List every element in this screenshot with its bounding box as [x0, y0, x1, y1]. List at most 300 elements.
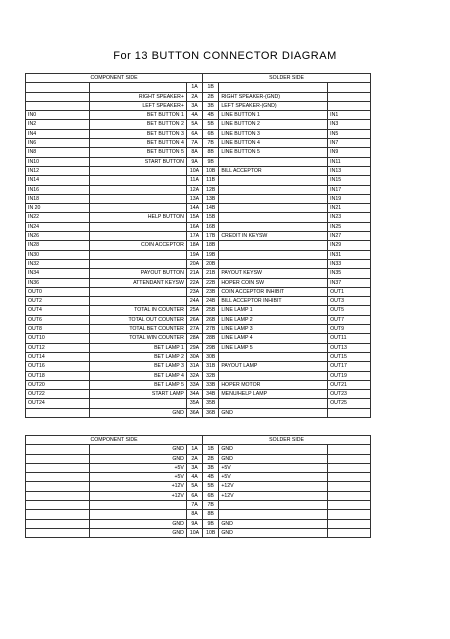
solder-function-cell: BILL ACCEPTOR INHIBIT — [219, 297, 328, 306]
pin-a-cell: 34A — [186, 390, 202, 399]
pin-a-cell: 21A — [186, 269, 202, 278]
component-signal-cell — [26, 445, 90, 454]
pin-a-cell: 14A — [186, 204, 202, 213]
pin-a-cell: 24A — [186, 297, 202, 306]
solder-signal-cell — [328, 510, 371, 519]
pin-b-cell: 1B — [203, 445, 219, 454]
component-function-cell: TOTAL OUT COUNTER — [89, 315, 186, 324]
pin-b-cell: 25B — [203, 306, 219, 315]
component-function-cell: LEFT SPEAKER+ — [89, 101, 186, 110]
pin-b-cell: 5B — [203, 120, 219, 129]
component-function-cell: BET LAMP 3 — [89, 362, 186, 371]
solder-function-cell: LINE BUTTON 1 — [219, 111, 328, 120]
pin-a-cell: 12A — [186, 185, 202, 194]
table-row — [26, 325, 371, 334]
component-function-cell: +12V — [89, 491, 186, 500]
solder-signal-cell: OUT3 — [328, 297, 371, 306]
table-header-row — [26, 436, 371, 445]
pin-a-cell: 11A — [186, 176, 202, 185]
pin-b-cell: 18B — [203, 241, 219, 250]
pin-a-cell: 25A — [186, 306, 202, 315]
pin-a-cell: 5A — [186, 482, 202, 491]
solder-signal-cell: IN13 — [328, 166, 371, 175]
component-signal-cell: OUT20 — [26, 380, 90, 389]
component-signal-cell — [26, 491, 90, 500]
table-row — [26, 482, 371, 491]
pin-b-cell: 9B — [203, 157, 219, 166]
table-row — [26, 371, 371, 380]
solder-signal-cell — [328, 463, 371, 472]
solder-function-cell — [219, 157, 328, 166]
pin-b-cell: 8B — [203, 510, 219, 519]
component-side-header: COMPONENT SIDE — [26, 436, 203, 445]
component-function-cell: BET BUTTON 5 — [89, 148, 186, 157]
component-function-cell — [89, 287, 186, 296]
component-signal-cell: IN30 — [26, 250, 90, 259]
component-signal-cell: OUT16 — [26, 362, 90, 371]
table-row — [26, 194, 371, 203]
solder-signal-cell: OUT23 — [328, 390, 371, 399]
solder-function-cell: LINE LAMP 5 — [219, 343, 328, 352]
component-signal-cell: IN32 — [26, 259, 90, 268]
component-signal-cell: IN18 — [26, 194, 90, 203]
pin-b-cell: 30B — [203, 352, 219, 361]
solder-signal-cell: OUT13 — [328, 343, 371, 352]
table-row — [26, 408, 371, 417]
component-function-cell: BET BUTTON 4 — [89, 139, 186, 148]
component-function-cell: BET BUTTON 2 — [89, 120, 186, 129]
component-function-cell — [89, 297, 186, 306]
pin-a-cell: 16A — [186, 222, 202, 231]
component-signal-cell: IN14 — [26, 176, 90, 185]
solder-signal-cell: IN21 — [328, 204, 371, 213]
page-title: For 13 BUTTON CONNECTOR DIAGRAM — [113, 50, 337, 62]
component-signal-cell: OUT22 — [26, 390, 90, 399]
pin-a-cell: 1A — [186, 445, 202, 454]
component-function-cell — [89, 166, 186, 175]
pin-a-cell: 29A — [186, 343, 202, 352]
pin-a-cell: 33A — [186, 380, 202, 389]
pin-a-cell: 6A — [186, 129, 202, 138]
component-signal-cell: IN28 — [26, 241, 90, 250]
component-function-cell — [89, 176, 186, 185]
solder-side-header: SOLDER SIDE — [203, 436, 371, 445]
component-function-cell: BET LAMP 4 — [89, 371, 186, 380]
pin-b-cell: 27B — [203, 325, 219, 334]
pin-a-cell: 35A — [186, 399, 202, 408]
solder-signal-cell: OUT9 — [328, 325, 371, 334]
pin-a-cell: 26A — [186, 315, 202, 324]
solder-function-cell — [219, 352, 328, 361]
pin-b-cell: 24B — [203, 297, 219, 306]
component-signal-cell — [26, 92, 90, 101]
pin-a-cell: 8A — [186, 510, 202, 519]
table-row — [26, 120, 371, 129]
pin-a-cell: 4A — [186, 111, 202, 120]
pin-a-cell: 7A — [186, 139, 202, 148]
component-function-cell: ATTENDANT KEYSW — [89, 278, 186, 287]
component-signal-cell: OUT2 — [26, 297, 90, 306]
solder-function-cell: GND — [219, 445, 328, 454]
component-function-cell: TOTAL WIN COUNTER — [89, 334, 186, 343]
pin-a-cell: 36A — [186, 408, 202, 417]
component-function-cell: START LAMP — [89, 390, 186, 399]
solder-signal-cell: OUT15 — [328, 352, 371, 361]
pin-b-cell: 15B — [203, 213, 219, 222]
solder-signal-cell — [328, 92, 371, 101]
component-function-cell: RIGHT SPEAKER+ — [89, 92, 186, 101]
pin-b-cell: 17B — [203, 232, 219, 241]
pin-b-cell: 28B — [203, 334, 219, 343]
solder-function-cell: +12V — [219, 482, 328, 491]
pin-b-cell: 32B — [203, 371, 219, 380]
pin-b-cell: 20B — [203, 259, 219, 268]
table-row — [26, 362, 371, 371]
pin-b-cell: 1B — [203, 83, 219, 92]
solder-side-header: SOLDER SIDE — [203, 74, 371, 83]
solder-signal-cell — [328, 501, 371, 510]
pin-a-cell: 10A — [186, 528, 202, 537]
table-row — [26, 157, 371, 166]
component-signal-cell: IN4 — [26, 129, 90, 138]
solder-function-cell: LINE LAMP 3 — [219, 325, 328, 334]
solder-signal-cell: IN33 — [328, 259, 371, 268]
solder-signal-cell — [328, 528, 371, 537]
solder-function-cell: LINE BUTTON 4 — [219, 139, 328, 148]
component-side-header: COMPONENT SIDE — [26, 74, 203, 83]
component-signal-cell: IN22 — [26, 213, 90, 222]
solder-function-cell — [219, 259, 328, 268]
pin-a-cell: 4A — [186, 473, 202, 482]
component-function-cell: BET BUTTON 3 — [89, 129, 186, 138]
solder-signal-cell: IN9 — [328, 148, 371, 157]
component-signal-cell: IN16 — [26, 185, 90, 194]
pin-a-cell: 31A — [186, 362, 202, 371]
component-function-cell: GND — [89, 454, 186, 463]
pin-a-cell: 22A — [186, 278, 202, 287]
pin-b-cell: 33B — [203, 380, 219, 389]
solder-signal-cell: IN5 — [328, 129, 371, 138]
table-row — [26, 204, 371, 213]
pin-b-cell: 10B — [203, 166, 219, 175]
pin-a-cell: 30A — [186, 352, 202, 361]
solder-function-cell: GND — [219, 408, 328, 417]
table-row — [26, 139, 371, 148]
pin-a-cell: 17A — [186, 232, 202, 241]
solder-function-cell: +5V — [219, 463, 328, 472]
pin-b-cell: 29B — [203, 343, 219, 352]
solder-function-cell — [219, 250, 328, 259]
solder-function-cell — [219, 399, 328, 408]
component-function-cell: +12V — [89, 482, 186, 491]
table-row — [26, 92, 371, 101]
table-row — [26, 287, 371, 296]
table-row — [26, 166, 371, 175]
pin-b-cell: 31B — [203, 362, 219, 371]
solder-signal-cell: OUT21 — [328, 380, 371, 389]
component-function-cell: BET LAMP 5 — [89, 380, 186, 389]
pin-b-cell: 35B — [203, 399, 219, 408]
table-row — [26, 519, 371, 528]
component-function-cell: BET LAMP 1 — [89, 343, 186, 352]
component-signal-cell: IN36 — [26, 278, 90, 287]
solder-signal-cell: IN25 — [328, 222, 371, 231]
table-row — [26, 463, 371, 472]
component-signal-cell: OUT12 — [26, 343, 90, 352]
component-signal-cell — [26, 408, 90, 417]
solder-function-cell: GND — [219, 454, 328, 463]
table-row — [26, 454, 371, 463]
component-function-cell: TOTAL BET COUNTER — [89, 325, 186, 334]
component-signal-cell: IN8 — [26, 148, 90, 157]
pin-b-cell: 8B — [203, 148, 219, 157]
solder-function-cell: MENU/HELP LAMP — [219, 390, 328, 399]
solder-signal-cell — [328, 408, 371, 417]
component-signal-cell — [26, 528, 90, 537]
table-row — [26, 278, 371, 287]
component-function-cell — [89, 259, 186, 268]
component-function-cell: GND — [89, 528, 186, 537]
pin-b-cell: 36B — [203, 408, 219, 417]
pin-b-cell: 7B — [203, 501, 219, 510]
table-row — [26, 148, 371, 157]
table-row — [26, 528, 371, 537]
solder-function-cell: CREDIT IN KEYSW — [219, 232, 328, 241]
table-row — [26, 399, 371, 408]
table-row — [26, 510, 371, 519]
component-function-cell — [89, 83, 186, 92]
pin-b-cell: 5B — [203, 482, 219, 491]
pin-a-cell: 3A — [186, 101, 202, 110]
table-row — [26, 297, 371, 306]
solder-function-cell: GND — [219, 528, 328, 537]
component-signal-cell: IN6 — [26, 139, 90, 148]
pin-b-cell: 6B — [203, 491, 219, 500]
component-function-cell: HELP BUTTON — [89, 213, 186, 222]
solder-signal-cell: IN15 — [328, 176, 371, 185]
component-function-cell: +5V — [89, 463, 186, 472]
component-signal-cell: OUT18 — [26, 371, 90, 380]
solder-signal-cell: OUT17 — [328, 362, 371, 371]
component-signal-cell — [26, 510, 90, 519]
component-function-cell — [89, 399, 186, 408]
pin-b-cell: 2B — [203, 454, 219, 463]
component-function-cell: +5V — [89, 473, 186, 482]
component-function-cell — [89, 510, 186, 519]
solder-signal-cell — [328, 473, 371, 482]
component-signal-cell — [26, 501, 90, 510]
pin-b-cell: 7B — [203, 139, 219, 148]
component-function-cell: GND — [89, 445, 186, 454]
table-row — [26, 101, 371, 110]
component-signal-cell — [26, 482, 90, 491]
solder-signal-cell: IN3 — [328, 120, 371, 129]
pin-b-cell: 14B — [203, 204, 219, 213]
pin-b-cell: 13B — [203, 194, 219, 203]
solder-function-cell: BILL ACCEPTOR — [219, 166, 328, 175]
pin-a-cell: 6A — [186, 491, 202, 500]
solder-signal-cell — [328, 482, 371, 491]
component-function-cell: COIN ACCEPTOR — [89, 241, 186, 250]
solder-function-cell: COIN ACCEPTOR INHIBIT — [219, 287, 328, 296]
component-function-cell — [89, 501, 186, 510]
pin-a-cell: 7A — [186, 501, 202, 510]
pin-a-cell: 13A — [186, 194, 202, 203]
solder-signal-cell: IN17 — [328, 185, 371, 194]
table-row — [26, 343, 371, 352]
solder-function-cell: LINE BUTTON 2 — [219, 120, 328, 129]
pin-a-cell: 2A — [186, 92, 202, 101]
pin-b-cell: 26B — [203, 315, 219, 324]
pin-a-cell: 3A — [186, 463, 202, 472]
solder-function-cell: LEFT SPEAKER-(GND) — [219, 101, 328, 110]
component-signal-cell: OUT14 — [26, 352, 90, 361]
component-function-cell: GND — [89, 519, 186, 528]
solder-function-cell — [219, 176, 328, 185]
solder-signal-cell: OUT1 — [328, 287, 371, 296]
table-row — [26, 380, 371, 389]
pin-b-cell: 23B — [203, 287, 219, 296]
solder-function-cell: LINE LAMP 2 — [219, 315, 328, 324]
table-row — [26, 473, 371, 482]
component-signal-cell — [26, 519, 90, 528]
pin-b-cell: 16B — [203, 222, 219, 231]
solder-function-cell — [219, 194, 328, 203]
solder-function-cell: HOPER COIN SW — [219, 278, 328, 287]
solder-function-cell — [219, 222, 328, 231]
component-function-cell — [89, 250, 186, 259]
component-function-cell: START BUTTON — [89, 157, 186, 166]
component-signal-cell: IN26 — [26, 232, 90, 241]
component-signal-cell: IN10 — [26, 157, 90, 166]
table-row — [26, 241, 371, 250]
table-row — [26, 269, 371, 278]
table-row — [26, 129, 371, 138]
connector-table-main — [25, 73, 371, 418]
pin-a-cell: 23A — [186, 287, 202, 296]
pin-a-cell: 10A — [186, 166, 202, 175]
table-row — [26, 176, 371, 185]
pin-b-cell: 4B — [203, 111, 219, 120]
solder-signal-cell: OUT5 — [328, 306, 371, 315]
solder-function-cell: PAYOUT LAMP — [219, 362, 328, 371]
solder-signal-cell: IN11 — [328, 157, 371, 166]
pin-b-cell: 34B — [203, 390, 219, 399]
component-signal-cell — [26, 454, 90, 463]
component-signal-cell — [26, 463, 90, 472]
table-row — [26, 491, 371, 500]
pin-a-cell: 15A — [186, 213, 202, 222]
solder-signal-cell — [328, 445, 371, 454]
pin-a-cell: 19A — [186, 250, 202, 259]
component-function-cell — [89, 204, 186, 213]
solder-signal-cell — [328, 519, 371, 528]
pin-b-cell: 12B — [203, 185, 219, 194]
pin-b-cell: 6B — [203, 129, 219, 138]
solder-function-cell — [219, 241, 328, 250]
solder-signal-cell: OUT25 — [328, 399, 371, 408]
table-row — [26, 185, 371, 194]
table-header-row — [26, 74, 371, 83]
pin-a-cell: 1A — [186, 83, 202, 92]
solder-signal-cell — [328, 491, 371, 500]
solder-signal-cell: IN7 — [328, 139, 371, 148]
pin-b-cell: 19B — [203, 250, 219, 259]
component-signal-cell: IN2 — [26, 120, 90, 129]
solder-signal-cell: IN27 — [328, 232, 371, 241]
pin-a-cell: 32A — [186, 371, 202, 380]
table-row — [26, 445, 371, 454]
pin-b-cell: 3B — [203, 463, 219, 472]
solder-function-cell: +5V — [219, 473, 328, 482]
component-function-cell — [89, 185, 186, 194]
component-signal-cell: OUT4 — [26, 306, 90, 315]
pin-a-cell: 2A — [186, 454, 202, 463]
solder-signal-cell — [328, 83, 371, 92]
component-signal-cell: OUT8 — [26, 325, 90, 334]
table-row — [26, 306, 371, 315]
component-signal-cell — [26, 83, 90, 92]
pin-a-cell: 8A — [186, 148, 202, 157]
connector-table-power — [25, 435, 371, 538]
component-function-cell: BET BUTTON 1 — [89, 111, 186, 120]
solder-function-cell: +12V — [219, 491, 328, 500]
component-function-cell — [89, 194, 186, 203]
solder-function-cell: LINE LAMP 4 — [219, 334, 328, 343]
component-signal-cell — [26, 473, 90, 482]
pin-b-cell: 22B — [203, 278, 219, 287]
component-function-cell: BET LAMP 2 — [89, 352, 186, 361]
solder-function-cell — [219, 510, 328, 519]
solder-function-cell — [219, 371, 328, 380]
solder-signal-cell: IN31 — [328, 250, 371, 259]
solder-function-cell: RIGHT SPEAKER-(GND) — [219, 92, 328, 101]
solder-function-cell — [219, 83, 328, 92]
pin-a-cell: 27A — [186, 325, 202, 334]
pin-b-cell: 10B — [203, 528, 219, 537]
component-signal-cell: IN34 — [26, 269, 90, 278]
table-row — [26, 111, 371, 120]
table-row — [26, 83, 371, 92]
solder-function-cell — [219, 213, 328, 222]
component-function-cell — [89, 232, 186, 241]
solder-signal-cell: IN19 — [328, 194, 371, 203]
table-row — [26, 232, 371, 241]
solder-function-cell — [219, 185, 328, 194]
table-row — [26, 213, 371, 222]
component-signal-cell: IN 20 — [26, 204, 90, 213]
pin-b-cell: 2B — [203, 92, 219, 101]
component-signal-cell: IN24 — [26, 222, 90, 231]
component-function-cell: TOTAL IN COUNTER — [89, 306, 186, 315]
solder-function-cell: PAYOUT KEYSW — [219, 269, 328, 278]
table-row — [26, 222, 371, 231]
solder-signal-cell: OUT7 — [328, 315, 371, 324]
pin-a-cell: 18A — [186, 241, 202, 250]
table-row — [26, 250, 371, 259]
component-signal-cell: OUT0 — [26, 287, 90, 296]
pin-a-cell: 9A — [186, 519, 202, 528]
solder-signal-cell: OUT19 — [328, 371, 371, 380]
solder-function-cell: LINE BUTTON 5 — [219, 148, 328, 157]
component-function-cell: GND — [89, 408, 186, 417]
solder-signal-cell: IN35 — [328, 269, 371, 278]
pin-a-cell: 28A — [186, 334, 202, 343]
pin-a-cell: 20A — [186, 259, 202, 268]
solder-signal-cell: IN37 — [328, 278, 371, 287]
component-function-cell: PAYOUT BUTTON — [89, 269, 186, 278]
solder-function-cell — [219, 501, 328, 510]
